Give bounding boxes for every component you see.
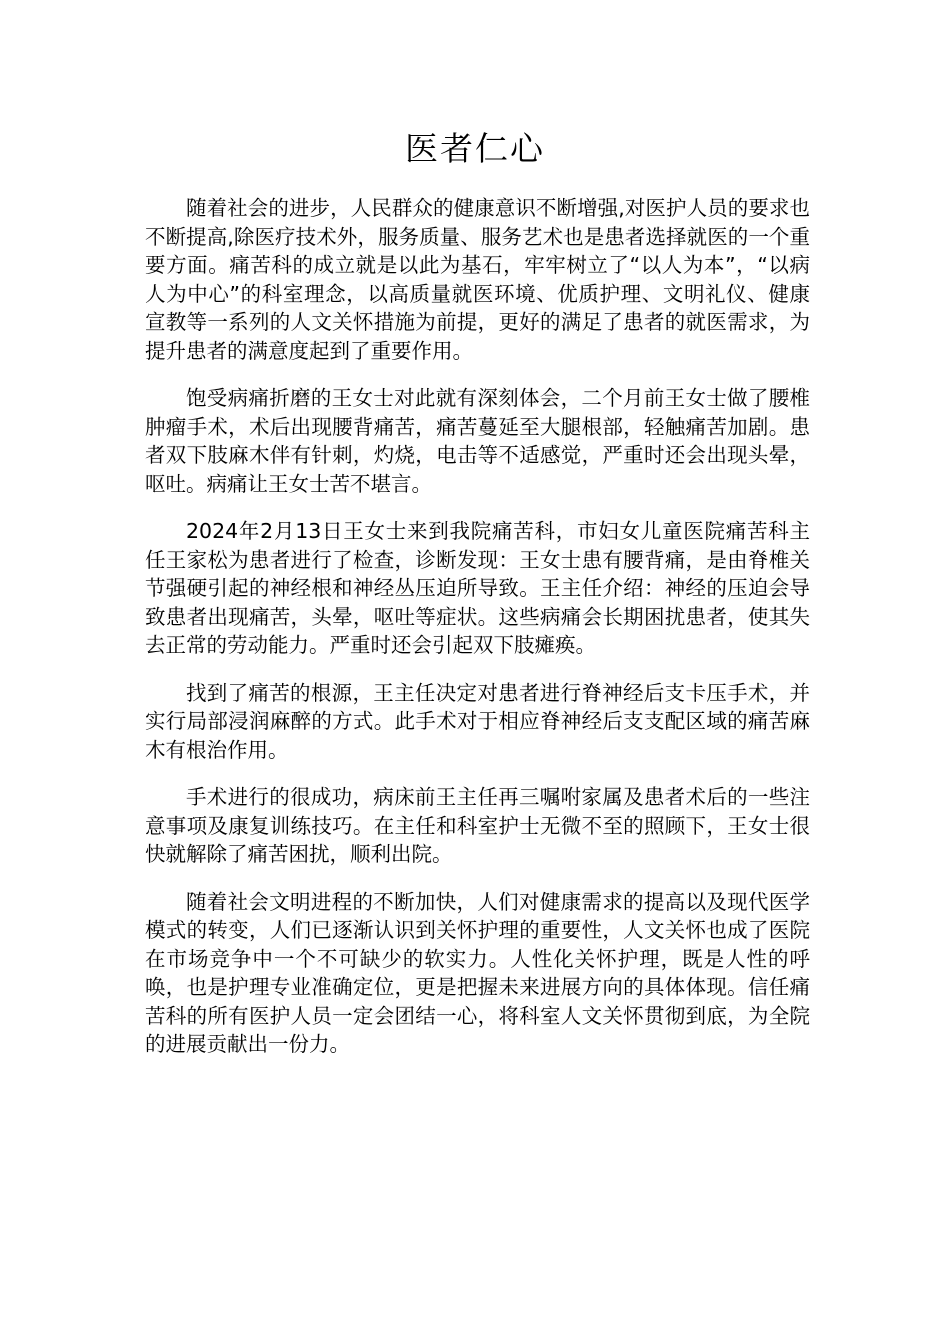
paragraph-5: 手术进行的很成功，病床前王主任再三嘱咐家属及患者术后的一些注意事项及康复训练技巧。在主任和科室护士无微不至的照顾下，王女士很快就解除了痛苦困扰，顺利出院。 [145,785,810,866]
paragraph-6: 随着社会文明进程的不断加快，人们对健康需求的提高以及现代医学模式的转变，人们已逐渐认识到关怀护理的重要性，人文关怀也成了医院在市场竞争中一个不可缺少的软实力。人性化关怀护理，既是人性的呼唤，也是护理专业准确定位，更是把握未来进展方向的具体体现。信任痛苦科的所有医护人员一定会团结一心，将科室人文关怀贯彻到底，为全院的进展贡献出一份力。 [145,889,810,1056]
paragraph-1: 随着社会的进步，人民群众的健康意识不断增强,对医护人员的要求也不断提高,除医疗技术外，服务质量、服务艺术也是患者选择就医的一个重要方面。痛苦科的成立就是以此为基石，牢牢树立了“以人为本”，“以病人为中心”的科室理念，以高质量就医环境、优质护理、文明礼仪、健康宣教等一系列的人文关怀措施为前提，更好的满足了患者的就医需求，为提升患者的满意度起到了重要作用。 [145,196,810,363]
document-title: 医者仁心 [405,129,545,168]
paragraph-4: 找到了痛苦的根源，王主任决定对患者进行脊神经后支卡压手术，并实行局部浸润麻醉的方式。此手术对于相应脊神经后支支配区域的痛苦麻木有根治作用。 [145,680,810,762]
paragraph-3: 2024年2月13日王女士来到我院痛苦科，市妇女儿童医院痛苦科主任王家松为患者进行了检查，诊断发现：王女士患有腰背痛，是由脊椎关节强硬引起的神经根和神经丛压迫所导致。王主任介绍：神经的压迫会导致患者出现痛苦，头晕，呕吐等症状。这些病痛会长期困扰患者，使其失去正常的劳动能力。严重时还会引起双下肢瘫痪。 [145,519,810,657]
document-body [145,194,810,1078]
paragraph-2: 饱受病痛折磨的王女士对此就有深刻体会，二个月前王女士做了腰椎肿瘤手术，术后出现腰背痛苦，痛苦蔓延至大腿根部，轻触痛苦加剧。患者双下肢麻木伴有针刺，灼烧，电击等不适感觉，严重时还会出现头晕，呕吐。病痛让王女士苦不堪言。 [145,386,810,496]
